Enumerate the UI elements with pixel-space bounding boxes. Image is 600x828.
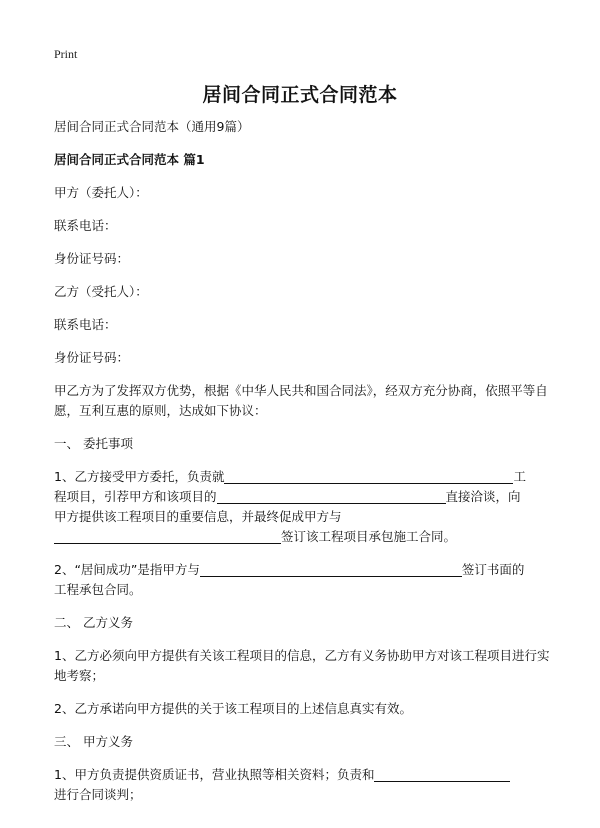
fill-blank <box>224 469 513 484</box>
section-2-clause-1: 1、乙方必须向甲方提供有关该工程项目的信息，乙方有义务协助甲方对该工程项目进行实地考察； <box>54 648 550 683</box>
clause-line <box>54 487 550 507</box>
intro-paragraph: 甲乙方为了发挥双方优势，根据《中华人民共和国合同法》，经双方充分协商，依照平等自愿，互利互惠的原则，达成如下协议： <box>54 383 548 418</box>
clause-line <box>54 507 550 527</box>
section-heading: 居间合同正式合同范本 篇1 <box>54 152 205 167</box>
clause-text: 签订该工程项目承包施工合同。 <box>281 529 457 544</box>
section-2-title: 二、 乙方义务 <box>54 615 133 630</box>
clause-line <box>54 580 550 600</box>
document-body <box>54 117 550 805</box>
clause-text: 2、“居间成功”是指甲方与 <box>54 562 200 577</box>
fill-blank <box>200 562 462 577</box>
fill-blank <box>374 767 510 782</box>
clause-text: 1、甲方负责提供资质证书，营业执照等相关资料；负责和 <box>54 767 375 782</box>
section-1-title: 一、 委托事项 <box>54 436 133 451</box>
section-1-clause-1 <box>54 467 550 547</box>
clause-text: 工程承包合同。 <box>54 582 142 597</box>
section-1-clause-2 <box>54 560 550 600</box>
section-3-title: 三、 甲方义务 <box>54 734 133 749</box>
party-a-phone-field: 联系电话： <box>54 218 117 233</box>
section-2-clause-2: 2、乙方承诺向甲方提供的关于该工程项目的上述信息真实有效。 <box>54 701 412 716</box>
clause-text: 工 <box>513 469 526 484</box>
clause-line <box>54 467 550 487</box>
document-title: 居间合同正式合同范本 <box>202 84 398 106</box>
fill-blank <box>217 489 446 504</box>
print-link[interactable]: Print <box>54 47 78 61</box>
document-subtitle: 居间合同正式合同范本（通用9篇） <box>54 119 250 134</box>
party-b-phone-field: 联系电话： <box>54 317 117 332</box>
clause-text: 程项目，引荐甲方和该项目的 <box>54 489 217 504</box>
clause-line <box>54 765 550 785</box>
party-b-id-field: 身份证号码： <box>54 350 130 365</box>
clause-line <box>54 560 550 580</box>
clause-text: 直接洽谈，向 <box>445 489 521 504</box>
clause-text: 签订书面的 <box>461 562 525 577</box>
clause-text: 1、乙方接受甲方委托，负责就 <box>54 469 225 484</box>
party-b-field: 乙方（受托人）： <box>54 284 148 299</box>
section-3-clause-1 <box>54 765 550 805</box>
clause-line <box>54 527 550 547</box>
clause-text: 进行合同谈判； <box>54 787 142 802</box>
clause-line <box>54 785 550 805</box>
party-a-id-field: 身份证号码： <box>54 251 130 266</box>
party-a-field: 甲方（委托人）： <box>54 185 148 200</box>
fill-blank <box>54 529 281 544</box>
clause-text: 甲方提供该工程项目的重要信息，并最终促成甲方与 <box>54 509 342 524</box>
